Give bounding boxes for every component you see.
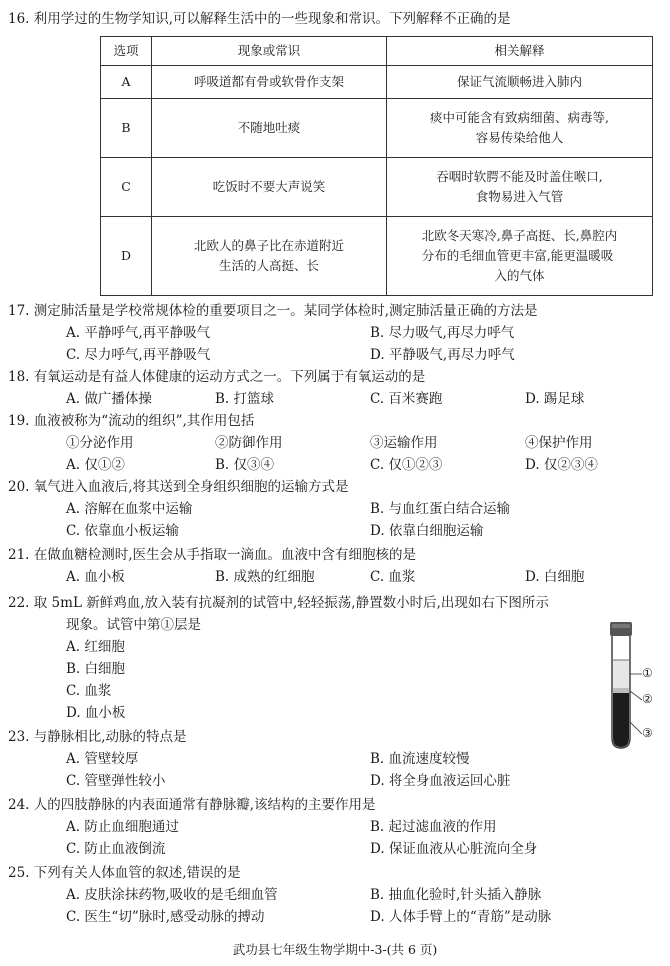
table-cell: B <box>101 99 152 158</box>
cell-line: 生活的人高挺、长 <box>218 258 319 273</box>
test-tube-figure <box>600 622 653 750</box>
table-row <box>101 217 653 296</box>
q18-option-a[interactable]: A. 做广播体操 <box>66 391 152 407</box>
q21-stem: 21. 在做血糖检测时,医生会从手指取一滴血。血液中含有细胞核的是 <box>8 547 417 563</box>
q18-option-c[interactable]: C. 百米赛跑 <box>370 391 443 407</box>
q24-option-a[interactable]: A. 防止血细胞通过 <box>66 819 179 835</box>
cell-line: 食物易进入气管 <box>475 189 564 204</box>
layer-3-label: ③ <box>642 726 653 740</box>
table-cell: 呼吸道都有骨或软骨作支架 <box>152 66 387 99</box>
cell-line: 北欧冬天寒冷,鼻子高挺、长,鼻腔内 <box>421 228 618 243</box>
q21-option-a[interactable]: A. 血小板 <box>66 569 125 585</box>
q22-option-b[interactable]: B. 白细胞 <box>66 661 126 677</box>
q18-stem: 18. 有氧运动是有益人体健康的运动方式之一。下列属于有氧运动的是 <box>8 369 426 385</box>
q23-option-b[interactable]: B. 血流速度较慢 <box>370 751 470 767</box>
q24-stem: 24. 人的四肢静脉的内表面通常有静脉瓣,该结构的主要作用是 <box>8 797 376 813</box>
table-cell: A <box>101 66 152 99</box>
cell-line: 北欧人的鼻子比在赤道附近 <box>193 238 344 253</box>
q20-option-d[interactable]: D. 依靠白细胞运输 <box>370 523 484 539</box>
q20-option-a[interactable]: A. 溶解在血浆中运输 <box>66 501 193 517</box>
layer-2-label: ② <box>642 692 653 706</box>
q20-stem: 20. 氧气进入血液后,将其送到全身组织细胞的运输方式是 <box>8 479 349 495</box>
table-row <box>101 158 653 217</box>
q25-option-a[interactable]: A. 皮肤涂抹药物,吸收的是毛细血管 <box>66 887 278 903</box>
table-header: 相关解释 <box>387 37 653 66</box>
table-header: 现象或常识 <box>152 37 387 66</box>
q22-stem-line2: 现象。试管中第①层是 <box>66 617 201 633</box>
cell-block <box>422 226 617 286</box>
table-cell: 不随地吐痰 <box>152 99 387 158</box>
q24-option-d[interactable]: D. 保证血液从心脏流向全身 <box>370 841 538 857</box>
q19-option-c[interactable]: C. 仅①②③ <box>370 457 443 473</box>
q17-option-c[interactable]: C. 尽力呼气,再平静吸气 <box>66 347 211 363</box>
q19-item-3: ③运输作用 <box>370 435 438 451</box>
q21-option-c[interactable]: C. 血浆 <box>370 569 416 585</box>
q19-option-a[interactable]: A. 仅①② <box>66 457 125 473</box>
q24-option-c[interactable]: C. 防止血液倒流 <box>66 841 166 857</box>
table-cell <box>387 99 653 158</box>
q20-option-c[interactable]: C. 依靠血小板运输 <box>66 523 179 539</box>
q21-option-b[interactable]: B. 成熟的红细胞 <box>215 569 315 585</box>
q17-option-b[interactable]: B. 尽力吸气,再尽力呼气 <box>370 325 515 341</box>
q18-option-b[interactable]: B. 打篮球 <box>215 391 275 407</box>
cell-line: 分布的毛细血管更丰富,能更温暖吸 <box>421 248 614 263</box>
table-row <box>101 66 653 99</box>
q25-option-c[interactable]: C. 医生“切”脉时,感受动脉的搏动 <box>66 909 265 925</box>
q19-option-b[interactable]: B. 仅③④ <box>215 457 275 473</box>
table-row <box>101 99 653 158</box>
q24-option-b[interactable]: B. 起过滤血液的作用 <box>370 819 497 835</box>
q25-stem: 25. 下列有关人体血管的叙述,错误的是 <box>8 865 241 881</box>
q22-option-a[interactable]: A. 红细胞 <box>66 639 125 655</box>
table-cell <box>387 217 653 296</box>
table-cell: 保证气流顺畅进入肺内 <box>387 66 653 99</box>
q25-option-d[interactable]: D. 人体手臂上的“青筋”是动脉 <box>370 909 552 925</box>
cell-line: 吞咽时软腭不能及时盖住喉口, <box>436 169 603 184</box>
q22-stem-line1: 22. 取 5mL 新鲜鸡血,放入装有抗凝剂的试管中,轻轻振荡,静置数小时后,出现如右下图所示 <box>8 595 549 611</box>
q23-option-c[interactable]: C. 管壁弹性较小 <box>66 773 166 789</box>
q23-option-d[interactable]: D. 将全身血液运回心脏 <box>370 773 511 789</box>
cell-line: 容易传染给他人 <box>475 130 564 145</box>
q18-option-d[interactable]: D. 踢足球 <box>525 391 585 407</box>
table-header-row <box>101 37 653 66</box>
table-cell <box>152 217 387 296</box>
q23-stem: 23. 与静脉相比,动脉的特点是 <box>8 729 187 745</box>
q19-item-4: ④保护作用 <box>525 435 593 451</box>
q17-option-d[interactable]: D. 平静吸气,再尽力呼气 <box>370 347 515 363</box>
layer-1-label: ① <box>642 666 653 680</box>
cell-line: 入的气体 <box>494 268 545 283</box>
q22-option-d[interactable]: D. 血小板 <box>66 705 126 721</box>
q16-table <box>100 36 653 296</box>
q21-option-d[interactable]: D. 白细胞 <box>525 569 585 585</box>
table-header: 选项 <box>101 37 152 66</box>
q19-item-2: ②防御作用 <box>215 435 283 451</box>
q16-stem: 16. 利用学过的生物学知识,可以解释生活中的一些现象和常识。下列解释不正确的是 <box>8 11 511 27</box>
q17-stem: 17. 测定肺活量是学校常规体检的重要项目之一。某同学体检时,测定肺活量正确的方法是 <box>8 303 538 319</box>
q19-item-1: ①分泌作用 <box>66 435 134 451</box>
q19-option-d[interactable]: D. 仅②③④ <box>525 457 598 473</box>
table-cell <box>387 158 653 217</box>
q19-stem: 19. 血液被称为“流动的组织”,其作用包括 <box>8 413 255 429</box>
q20-option-b[interactable]: B. 与血红蛋白结合运输 <box>370 501 511 517</box>
table-cell: D <box>101 217 152 296</box>
page-footer: 武功县七年级生物学期中-3-(共 6 页) <box>232 942 438 957</box>
q22-option-c[interactable]: C. 血浆 <box>66 683 112 699</box>
q23-option-a[interactable]: A. 管壁较厚 <box>66 751 139 767</box>
q25-option-b[interactable]: B. 抽血化验时,针头插入静脉 <box>370 887 542 903</box>
q17-option-a[interactable]: A. 平静呼气,再平静吸气 <box>66 325 211 341</box>
table-cell: C <box>101 158 152 217</box>
table-cell: 吃饭时不要大声说笑 <box>152 158 387 217</box>
cell-line: 痰中可能含有致病细菌、病毒等, <box>430 110 609 125</box>
